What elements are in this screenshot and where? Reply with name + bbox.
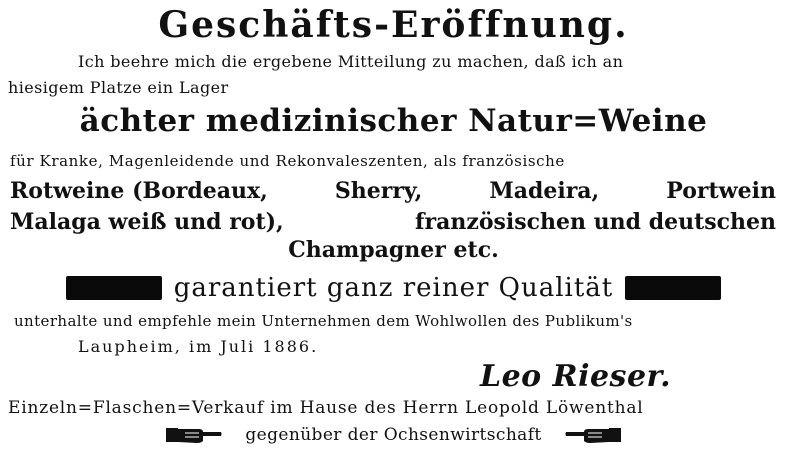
wine-item: Madeira,: [489, 178, 600, 204]
signature: Leo Rieser.: [480, 359, 672, 394]
body-line: unterhalte und empfehle mein Unternehmen dem Wohlwollen des Publikum's: [14, 312, 633, 330]
wine-item: französischen und deutschen: [415, 209, 776, 235]
wine-item: Sherry,: [334, 178, 423, 204]
pointing-hand-left-icon: [564, 424, 622, 446]
audience-line: für Kranke, Magenleidende und Rekonvaleszenten, als französische: [10, 152, 565, 170]
headline: ächter medizinischer Natur=Weine: [79, 103, 708, 139]
wine-item: Malaga weiß und rot),: [10, 209, 284, 235]
address-line: [0, 422, 787, 448]
address-text: gegenüber der Ochsenwirtschaft: [245, 425, 542, 445]
quality-text: garantiert ganz reiner Qualität: [173, 273, 614, 303]
wine-item: Rotweine (Bordeaux,: [10, 178, 268, 204]
wine-list-line-2: [10, 207, 776, 237]
sale-line: Einzeln=Flaschen=Verkauf im Hause des Herrn Leopold Löwenthal: [8, 398, 644, 418]
quality-line: [0, 266, 787, 310]
champagne-line: Champagner etc.: [288, 237, 499, 263]
intro-line-2: hiesigem Platze ein Lager: [8, 78, 229, 97]
ad-title: Geschäfts-Eröffnung.: [158, 4, 629, 46]
black-bar-decoration: [625, 276, 721, 300]
pointing-hand-right-icon: [165, 424, 223, 446]
intro-line-1: Ich beehre mich die ergebene Mitteilung zu machen, daß ich an: [78, 52, 624, 71]
wine-item: Portwein: [666, 178, 776, 204]
wine-list-line-1: [10, 176, 776, 206]
place-date: Laupheim, im Juli 1886.: [78, 337, 319, 356]
black-bar-decoration: [66, 276, 162, 300]
